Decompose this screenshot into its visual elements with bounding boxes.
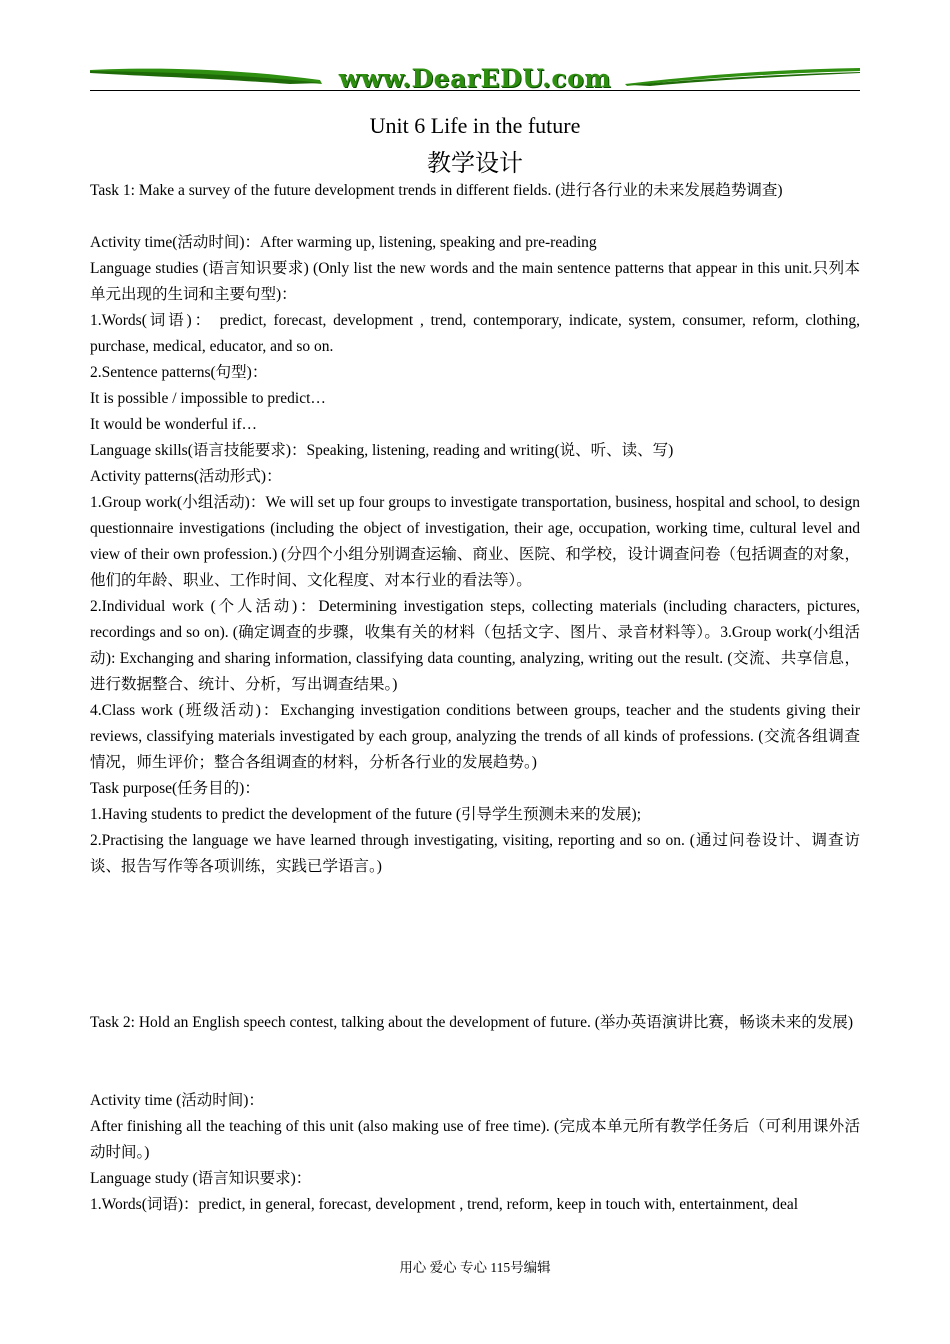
task1-individual-work: 2.Individual work (个人活动)：Determining investigation steps, collecting materials (including characters, pictures, recordings and so on). (确定调查的步骤，收集有关的材料（包括文字、图片、录音材料等）。3.Group work(小组活动): Exchanging and sharing information, classifying data counting, analyzing, writing out the result. (交流、共享信息，进行数据整合、统计、分析，写出调查结果。) (90, 598, 860, 693)
task2-words: 1.Words(词语)：predict, in general, forecast, development , trend, reform, keep in touch with, entertainment, deal (90, 1196, 799, 1213)
page-footer: 用心 爱心 专心 115号编辑 (399, 1260, 551, 1275)
task2-language-study: Language study (语言知识要求)： (90, 1170, 312, 1187)
document-body (90, 178, 860, 1218)
task1-language-studies: Language studies (语言知识要求) (Only list the new words and the main sentence patterns that appear in this unit.只列本单元出现的生词和主要句型)： (90, 260, 860, 303)
task1-pattern-2: It would be wonderful if… (90, 416, 258, 433)
task1-heading: Task 1: Make a survey of the future development trends in different fields. (进行各行业的未来发展趋势调查) (90, 182, 783, 199)
header-divider (90, 90, 860, 91)
task1-task-purpose: Task purpose(任务目的)： (90, 780, 260, 797)
spacer (90, 204, 860, 230)
document-title: Unit 6 Life in the future (369, 113, 581, 138)
task1-words: 1.Words(词语)： predict, forecast, development , trend, contemporary, indicate, system, consumer, reform, clothing, purchase, medical, educator, and so on. (90, 312, 860, 355)
task1-sentence-patterns: 2.Sentence patterns(句型)： (90, 364, 268, 381)
task2-activity-time-label: Activity time (活动时间)： (90, 1092, 264, 1109)
task1-purpose-2: 2.Practising the language we have learned through investigating, visiting, reporting and so on. (通过问卷设计、调查访谈、报告写作等各项训练，实践已学语言。) (90, 832, 860, 875)
site-logo-text[interactable]: www.DearEDU.com (338, 64, 612, 93)
document-subtitle: 教学设计 (427, 151, 523, 177)
task2-activity-time-value: After finishing all the teaching of this unit (also making use of free time). (完成本单元所有教学任务后（可利用课外活动时间。) (90, 1118, 860, 1161)
task2-heading: Task 2: Hold an English speech contest, talking about the development of future. (举办英语演讲比赛，畅谈未来的发展) (90, 1014, 854, 1031)
task1-group-work: 1.Group work(小组活动)：We will set up four groups to investigate transportation, business, hospital and school, to design questionnaire investigations (including the object of investigation, their age, occupation, working time, cultural level and view of their own profession.) (分四个小组分别调查运输、商业、医院、和学校，设计调查问卷（包括调查的对象，他们的年龄、职业、工作时间、文化程度、对本行业的看法等）。 (90, 494, 860, 589)
task1-activity-time: Activity time(活动时间)：After warming up, listening, speaking and pre-reading (90, 234, 597, 251)
task1-activity-patterns: Activity patterns(活动形式)： (90, 468, 282, 485)
task1-pattern-1: It is possible / impossible to predict… (90, 390, 326, 407)
task1-purpose-1: 1.Having students to predict the development of the future (引导学生预测未来的发展); (90, 806, 642, 823)
spacer (90, 1036, 860, 1088)
task1-language-skills: Language skills(语言技能要求)：Speaking, listening, reading and writing(说、听、读、写) (90, 442, 674, 459)
task1-class-work: 4.Class work (班级活动)：Exchanging investigation conditions between groups, teacher and the students giving their reviews, classifying materials investigated by each group, analyzing the trends of all kinds of professions. (交流各组调查情况，师生评价；整合各组调查的材料，分析各行业的发展趋势。) (90, 702, 860, 771)
spacer (90, 880, 860, 1010)
